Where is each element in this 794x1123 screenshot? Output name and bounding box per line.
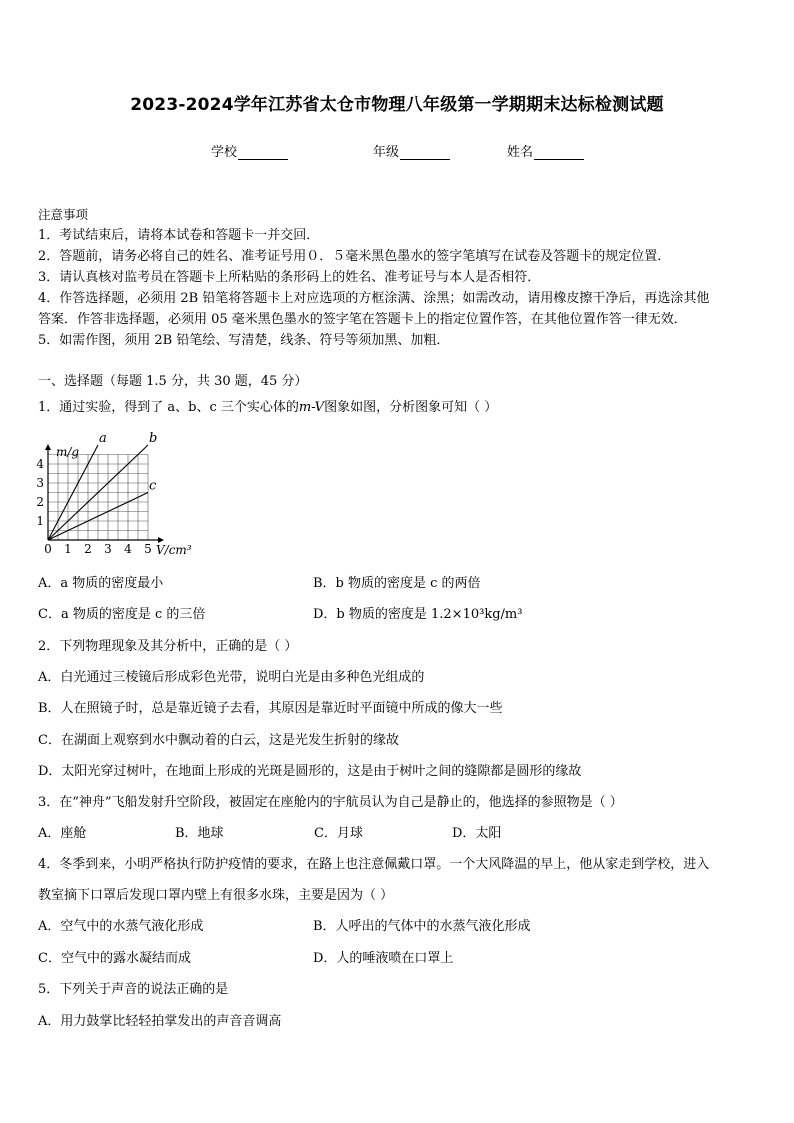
question-1-stem (38, 396, 497, 415)
section-heading: 一、选择题（每题 1.5 分，共 30 题，45 分） (38, 374, 308, 389)
q1-stem-post: 图象如图，分析图象可知（ ） (324, 400, 498, 415)
x-axis-label: V/cm³ (156, 543, 192, 557)
q1-option-b[interactable]: B．b 物质的密度是 c 的两倍 (313, 576, 481, 591)
q2-option-c[interactable]: C．在湖面上观察到水中飘动着的白云，这是光发生折射的缘故 (38, 733, 399, 748)
grade-label: 年级 (373, 145, 400, 160)
y-tick-label: 3 (36, 476, 44, 490)
mv-chart (30, 422, 210, 562)
y-axis-label: m/g (56, 445, 80, 459)
notice-item: 答案．作答非选择题，必须用 05 毫米黑色墨水的签字笔在答题卡上的指定位置作答，在其他位置作答一律无效． (38, 312, 687, 327)
grade-field[interactable] (373, 141, 450, 160)
y-axis-arrow (45, 444, 51, 450)
x-tick-label: 4 (124, 542, 132, 556)
page-title: 2023-2024学年江苏省太仓市物理八年级第一学期期末达标检测试题 (130, 95, 664, 115)
x-tick-label: 5 (144, 542, 152, 556)
series-label-c: c (149, 478, 157, 494)
notice-item: 5．如需作图，须用 2B 铅笔绘、写清楚，线条、符号等须加黑、加粗． (38, 333, 450, 348)
y-tick-label: 4 (36, 457, 44, 471)
q3-option-a[interactable]: A．座舱 (38, 826, 87, 841)
school-blank[interactable] (238, 145, 288, 160)
name-label: 姓名 (507, 145, 534, 160)
school-label: 学校 (211, 145, 238, 160)
y-tick-label: 2 (36, 495, 44, 509)
series-label-a: a (99, 431, 107, 446)
q1-mv: m-V (298, 400, 325, 415)
y-tick-label: 1 (36, 514, 44, 528)
x-tick-label: 0 (44, 542, 52, 556)
q4-option-a[interactable]: A．空气中的水蒸气液化形成 (38, 919, 204, 934)
grade-blank[interactable] (400, 145, 450, 160)
q4-option-c[interactable]: C．空气中的露水凝结而成 (38, 951, 191, 966)
q2-option-b[interactable]: B．人在照镜子时，总是靠近镜子去看，其原因是靠近时平面镜中所成的像大一些 (38, 701, 503, 716)
question-2-stem: 2．下列物理现象及其分析中，正确的是（ ） (38, 639, 298, 654)
q1-stem-pre: 1．通过实验，得到了 a、b、c 三个实心体的 (38, 400, 299, 415)
q2-option-a[interactable]: A．白光通过三棱镜后形成彩色光带，说明白光是由多种色光组成的 (38, 670, 425, 685)
q1-option-c[interactable]: C．a 物质的密度是 c 的三倍 (38, 607, 206, 622)
name-blank[interactable] (534, 145, 584, 160)
question-5-stem: 5．下列关于声音的说法正确的是 (38, 982, 229, 997)
notice-item: 3．请认真核对监考员在答题卡上所粘贴的条形码上的姓名、准考证号与本人是否相符． (38, 270, 541, 285)
x-tick-label: 3 (104, 542, 112, 556)
school-field[interactable] (211, 141, 288, 160)
x-tick-label: 2 (84, 542, 92, 556)
q1-option-a[interactable]: A．a 物质的密度最小 (38, 576, 164, 591)
q4-option-d[interactable]: D．人的唾液喷在口罩上 (313, 951, 454, 966)
name-field[interactable] (507, 141, 584, 160)
notice-item: 4．作答选择题，必须用 2B 铅笔将答题卡上对应选项的方框涂满、涂黑；如需改动，请用橡皮擦干净后，再选涂其他 (38, 291, 710, 306)
series-label-b: b (149, 431, 158, 446)
q3-option-d[interactable]: D．太阳 (452, 826, 502, 841)
question-4-stem-line1: 4．冬季到来，小明严格执行防护疫情的要求，在路上也注意佩戴口罩。一个大风降温的早上，他从家走到学校，进入 (38, 857, 710, 872)
question-3-stem: 3．在“神舟”飞船发射升空阶段，被固定在座舱内的宇航员认为自己是静止的，他选择的参照物是（ ） (38, 795, 623, 810)
q3-option-b[interactable]: B．地球 (175, 826, 224, 841)
x-tick-label: 1 (64, 542, 72, 556)
q5-option-a[interactable]: A．用力鼓掌比轻轻拍掌发出的声音音调高 (38, 1014, 282, 1029)
notice-block (38, 204, 758, 351)
q2-option-d[interactable]: D．太阳光穿过树叶，在地面上形成的光斑是圆形的，这是由于树叶之间的缝隙都是圆形的缘故 (38, 764, 582, 779)
question-4-stem-line2: 教室摘下口罩后发现口罩内壁上有很多水珠，主要是因为（ ） (38, 888, 394, 903)
q4-option-b[interactable]: B．人呼出的气体中的水蒸气液化形成 (313, 919, 531, 934)
notice-item: 2．答题前，请务必将自己的姓名、准考证号用０．５毫米黑色墨水的签字笔填写在试卷及答题卡的规定位置． (38, 249, 671, 264)
notice-item: 1．考试结束后，请将本试卷和答题卡一并交回． (38, 228, 320, 243)
q1-option-d[interactable]: D．b 物质的密度是 1.2×10³kg/m³ (313, 607, 523, 622)
notice-heading: 注意事项 (38, 207, 89, 222)
q3-option-c[interactable]: C．月球 (314, 826, 363, 841)
